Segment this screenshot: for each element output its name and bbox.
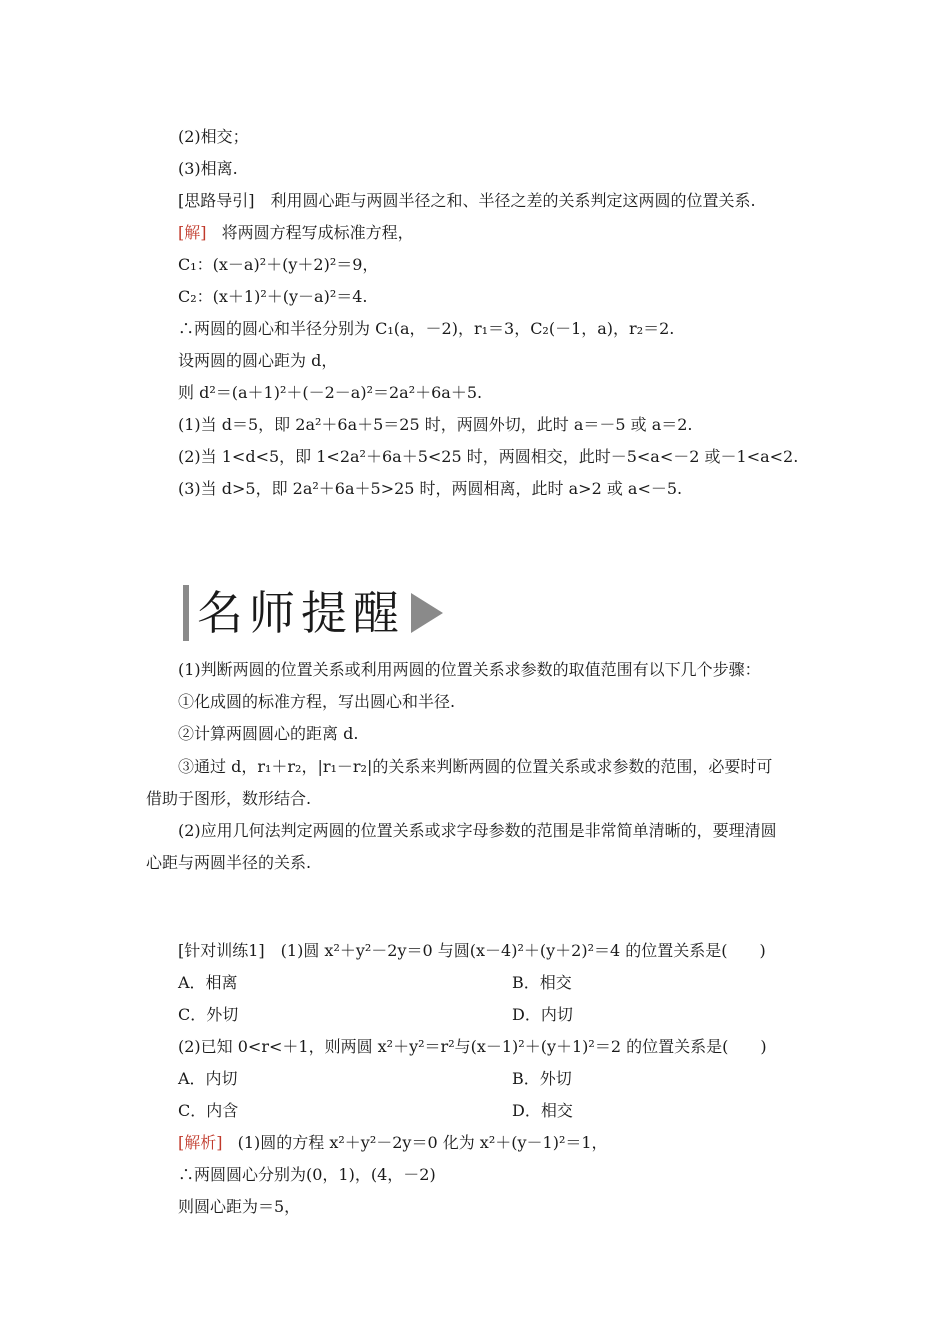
tip-line: (1)判断两圆的位置关系或利用两圆的位置关系求参数的取值范围有以下几个步骤： (178, 660, 761, 679)
tip-line: (2)应用几何法判定两圆的位置关系或求字母参数的范围是非常简单清晰的，要理清圆 (178, 821, 777, 840)
option: C．外切 (178, 1005, 239, 1024)
tip-line: ②计算两圆圆心的距离 d. (178, 724, 359, 743)
text-line: (3)相离. (178, 159, 238, 178)
analysis-line: 则圆心距为＝5， (178, 1197, 301, 1216)
equation-line: C₂：(x＋1)²＋(y－a)²＝4. (178, 287, 368, 306)
analysis-line: ∴两圆圆心分别为(0，1)，(4，－2) (178, 1165, 436, 1184)
heading-bar (183, 585, 189, 641)
tip-line: 心距与两圆半径的关系. (146, 853, 312, 872)
equation-line: C₁：(x－a)²＋(y＋2)²＝9， (178, 255, 379, 274)
option: D．相交 (512, 1101, 573, 1120)
solution-tag: [解] (178, 223, 207, 242)
equation-line: 则 d²＝(a＋1)²＋(－2－a)²＝2a²＋6a＋5. (178, 383, 483, 402)
text-line: [思路导引] 利用圆心距与两圆半径之和、半径之差的关系判定这两圆的位置关系. (178, 191, 756, 210)
heading-title: 名师提醒 (197, 586, 405, 640)
option: D．内切 (512, 1005, 573, 1024)
text-line: 设两圆的圆心距为 d， (178, 351, 338, 370)
option: C．内含 (178, 1101, 239, 1120)
text-line: (2)当 1<d<5，即 1<2a²＋6a＋5<25 时，两圆相交，此时－5<a<－2 或－1<a<2. (178, 447, 799, 466)
option: B．相交 (512, 973, 572, 992)
text-line: 将两圆方程写成标准方程， (221, 223, 414, 242)
analysis-tag: [解析] (178, 1133, 223, 1152)
tip-heading (183, 583, 443, 643)
triangle-arrow-icon (411, 593, 443, 633)
text-line: ∴两圆的圆心和半径分别为 C₁(a，－2)，r₁＝3，C₂(－1，a)，r₂＝2. (178, 319, 675, 338)
question-2: (2)已知 0<r<＋1，则两圆 x²＋y²＝r²与(x－1)²＋(y＋1)²＝2 的位置关系是( ) (178, 1037, 767, 1056)
option: A．内切 (178, 1069, 238, 1088)
option: A．相离 (178, 973, 238, 992)
text-line: (3)当 d>5，即 2a²＋6a＋5>25 时，两圆相离，此时 a>2 或 a<－5. (178, 479, 683, 498)
tip-line: ①化成圆的标准方程，写出圆心和半径. (178, 692, 456, 711)
option: B．外切 (512, 1069, 572, 1088)
analysis-line (178, 1132, 608, 1154)
tip-line: 借助于图形，数形结合. (146, 789, 312, 808)
text-line: (1)当 d＝5，即 2a²＋6a＋5＝25 时，两圆外切，此时 a＝－5 或 a＝2. (178, 415, 693, 434)
solution-line (178, 222, 414, 244)
text-line: (2)相交； (178, 127, 249, 146)
tip-line: ③通过 d，r₁＋r₂，|r₁－r₂|的关系来判断两圆的位置关系或求参数的范围，必要时可 (178, 757, 773, 776)
text-line: (1)圆的方程 x²＋y²－2y＝0 化为 x²＋(y－1)²＝1， (237, 1133, 608, 1152)
question-1: [针对训练1] (1)圆 x²＋y²－2y＝0 与圆(x－4)²＋(y＋2)²＝4 的位置关系是( ) (178, 941, 766, 960)
